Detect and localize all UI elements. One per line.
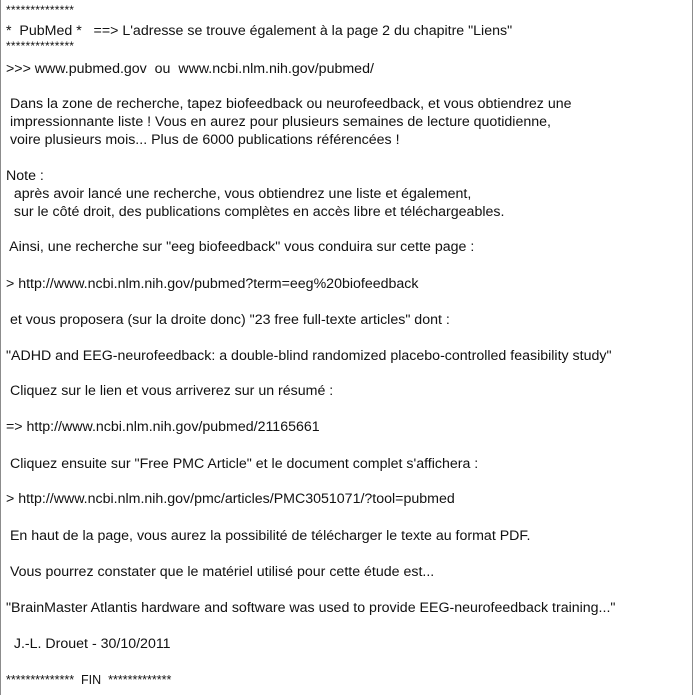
- footer-fin: ************** FIN *************: [6, 673, 172, 687]
- click-pmc-line: Cliquez ensuite sur "Free PMC Article" et le document complet s'affichera :: [6, 456, 479, 472]
- signature: J.-L. Drouet - 30/10/2011: [6, 636, 171, 652]
- header-stars-bottom: **************: [6, 39, 75, 53]
- free-articles-line: et vous proposera (sur la droite donc) "23 free full-texte articles" dont :: [6, 312, 450, 328]
- note-label: Note :: [6, 168, 44, 184]
- material-note: Vous pourrez constater que le matériel utilisé pour cette étude est...: [6, 564, 435, 580]
- note-line-2: sur le côté droit, des publications complètes en accès libre et téléchargeables.: [6, 204, 505, 220]
- intro-line-3: voire plusieurs mois... Plus de 6000 publications référencées !: [6, 132, 400, 148]
- search-url: > http://www.ncbi.nlm.nih.gov/pubmed?term=eeg%20biofeedback: [6, 276, 419, 292]
- header-urls-line: >>> www.pubmed.gov ou www.ncbi.nlm.nih.gov/pubmed/: [6, 61, 374, 77]
- click-link-line: Cliquez sur le lien et vous arriverez sur un résumé :: [6, 383, 334, 399]
- intro-line-1: Dans la zone de recherche, tapez biofeedback ou neurofeedback, et vous obtiendrez une: [6, 96, 572, 112]
- intro-line-2: impressionnante liste ! Vous en aurez pour plusieurs semaines de lecture quotidienne,: [6, 114, 551, 130]
- header-title-line: * PubMed * ==> L'adresse se trouve également à la page 2 du chapitre "Liens": [6, 23, 513, 39]
- brainmaster-quote: "BrainMaster Atlantis hardware and software was used to provide EEG-neurofeedback training...": [6, 600, 616, 616]
- pdf-note: En haut de la page, vous aurez la possibilité de télécharger le texte au format PDF.: [6, 528, 531, 544]
- note-line-1: après avoir lancé une recherche, vous obtiendrez une liste et également,: [6, 186, 472, 202]
- header-stars-top: **************: [6, 3, 75, 17]
- example-intro: Ainsi, une recherche sur "eeg biofeedback" vous conduira sur cette page :: [6, 239, 475, 255]
- pmc-url: > http://www.ncbi.nlm.nih.gov/pmc/articles/PMC3051071/?tool=pubmed: [6, 491, 455, 507]
- study-title: "ADHD and EEG-neurofeedback: a double-blind randomized placebo-controlled feasibility study": [6, 348, 612, 364]
- abstract-url: => http://www.ncbi.nlm.nih.gov/pubmed/21165661: [6, 419, 320, 435]
- left-border: [0, 0, 1, 695]
